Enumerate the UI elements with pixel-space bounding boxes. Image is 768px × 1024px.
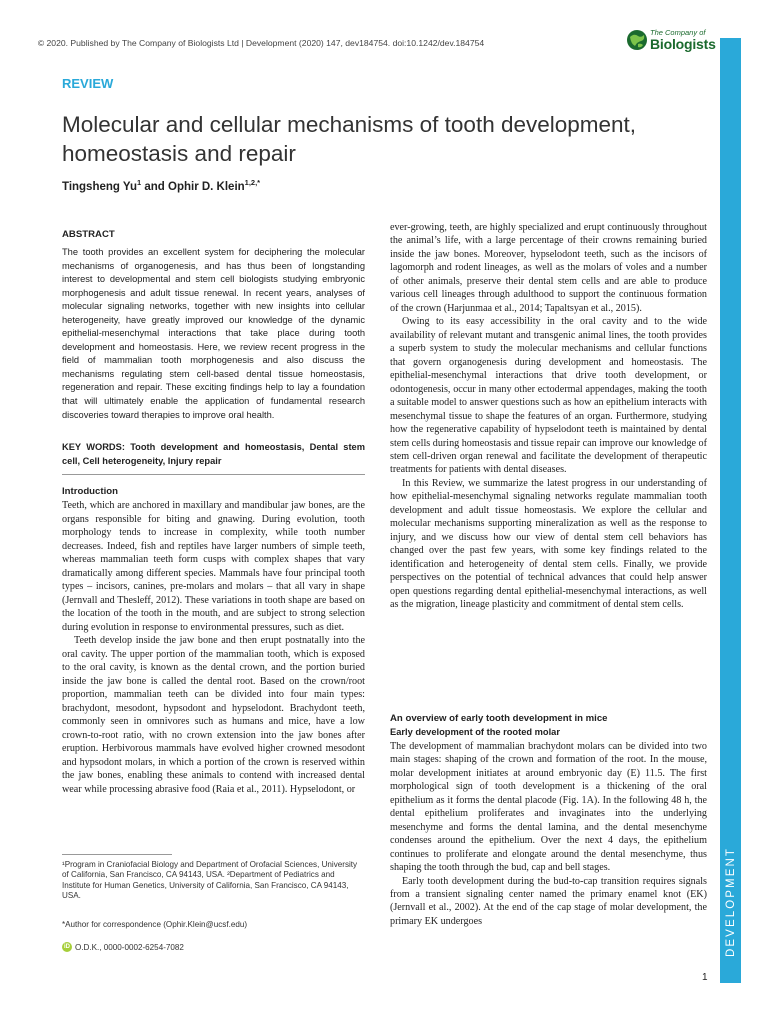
author-separator: and bbox=[141, 180, 168, 193]
logo-line-2: Biologists bbox=[650, 36, 716, 52]
section-heading: Introduction bbox=[62, 486, 118, 497]
page-number: 1 bbox=[702, 972, 708, 983]
overview-body bbox=[390, 740, 707, 928]
side-label-text: DEVELOPMENT bbox=[724, 846, 737, 957]
keywords: KEY WORDS: Tooth development and homeostasis, Dental stem cell, Cell heterogeneity, Injury repair bbox=[62, 442, 365, 466]
paragraph: Teeth, which are anchored in maxillary and mandibular jaw bones, are the organs responsible for biting and gnawing. During evolution, tooth morphology tends to increase in complexity, while tooth number decreases. Indeed, fish and reptiles have larger numbers of simple teeth, whereas mammalian teeth form cusps with complex shapes that vary dramatically among different species. Mammals have four principal tooth types – incisors, canines, pre-molars and molars – that all vary in shape (Jernvall and Thesleff, 2012). These variations in tooth shape are based on the location of the tooth in the mouth, and are subject to strong selection during evolution in response to environmental pressures, such as diet. bbox=[62, 500, 365, 633]
paragraph: Owing to its easy accessibility in the oral cavity and to the wide availability of relevant mutant and transgenic animal lines, the tooth provides a superb system to study the molecular mechanisms and cellular functions that govern organogenesis during development and homeostasis. The epithelial-mesenchymal interactions that drive tooth development, or odontogenesis, occur in many other ectodermal appendages, making the tooth a suitable model to answer questions such as how an epithelium interacts with mesenchymal tissue to shape the features of an organ. Furthermore, studying how the regenerative capability of hypselodont teeth is maintained by dental stem cells during homeostasis and tissue repair can improve our knowledge of stem cell-driven organ renewal and facilitate the development of therapeutic treatments for patients with dental diseases. bbox=[390, 316, 707, 476]
author-affiliation-marker: 1 bbox=[136, 178, 142, 187]
orcid-text[interactable]: O.D.K., 0000-0002-6254-7082 bbox=[75, 942, 184, 952]
abstract-heading: ABSTRACT bbox=[62, 229, 115, 240]
company-of-biologists-logo[interactable] bbox=[626, 26, 716, 56]
footnote-divider bbox=[62, 854, 172, 855]
author-name[interactable]: Tingsheng Yu bbox=[62, 180, 137, 193]
side-label bbox=[720, 820, 741, 983]
paragraph: Early tooth development during the bud-to-cap transition requires signals from a transient signaling center named the primary enamel knot (EK) (Jernvall et al., 2002). At the end of the cap stage of molar development, the primary EK undergoes bbox=[390, 875, 707, 927]
abstract-text: The tooth provides an excellent system for deciphering the molecular mechanisms of organogenesis, and has thus been of longstanding interest to developmental and stem cell biologists studying embryonic morphogenesis and adult tissue renewal. In recent years, analyses of molecular signaling networks, together with new insights into cellular heterogeneity, have greatly improved our knowledge of the dynamic epithelial-mesenchymal interactions that take place during tooth development and homeostasis. Here, we review recent progress in the field of mammalian tooth morphogenesis and also discuss the mechanisms regulating stem cell-based dental tissue homeostasis, regeneration and repair. These exciting findings help to lay a foundation that will ultimately enable the application of fundamental research discoveries toward therapies to improve oral health. bbox=[62, 247, 365, 420]
article-type-label: REVIEW bbox=[62, 76, 114, 91]
author-affiliation-marker: 1,2,* bbox=[244, 178, 261, 187]
paragraph: The development of mammalian brachydont molars can be divided into two main stages: shaping of the crown and formation of the root. In the mouse, molar development initiates at around embryonic day (E) 11.5. The first morphological sign of tooth development is a thickening of the oral epithelium as it forms the dental placode (Fig. 1A). In the following 48 h, the dental epithelium proliferates and invaginates into the underlying mesenchyme and forms the dental lamina, and the dental mesenchyme condenses around the epithelium. Over the next 4 days, the epithelium continues to proliferate and elongate around the dental mesenchyme, thus shaping the tooth through the bud, cap and bell stages. bbox=[390, 741, 707, 874]
globe-icon bbox=[626, 29, 648, 51]
orcid-line[interactable] bbox=[62, 942, 184, 952]
orcid-icon: iD bbox=[64, 944, 70, 950]
correspondence-footnote: *Author for correspondence (Ophir.Klein@ucsf.edu) bbox=[62, 920, 248, 929]
author-name[interactable]: Ophir D. Klein bbox=[168, 180, 245, 193]
paragraph: ever-growing, teeth, are highly specialized and erupt continuously throughout the animal’s life, with a large percentage of their crowns remaining buried inside the jaw bones. Moreover, hypselodont teeth, such as the incisors of lagomorph and rodent lineages, as well as the molars of voles and a number of other animals, preserve their dental stem cells and are able to produce various cell lineages through adulthood to support the continuous formation of the crown (Harjunmaa et al., 2014; Tapaltsyan et al., 2015). bbox=[390, 222, 707, 314]
author-list bbox=[62, 178, 260, 193]
logo-line-1: The Company of bbox=[650, 28, 706, 37]
subsection-heading: Early development of the rooted molar bbox=[390, 727, 560, 737]
paragraph: In this Review, we summarize the latest progress in our understanding of how epithelial-mesenchymal signaling networks regulate mammalian tooth development and adult tissue homeostasis. We explore the cellular and molecular mechanisms supporting mineralization as well as the response to injury, and we discuss how our view of dental stem cell behaviors has changed over the past few years, with some key findings related to the identification and heterogeneity of dental stem cells. Finally, we provide perspectives on the potential of technical advances that could help answer open questions regarding dental epithelial-mesenchymal interactions, as well as the migration, lineage plasticity and commitment of dental stem cells. bbox=[390, 477, 707, 611]
article-title: Molecular and cellular mechanisms of tooth development, homeostasis and repair bbox=[62, 112, 637, 166]
affiliation-footnote: ¹Program in Craniofacial Biology and Department of Orofacial Sciences, University of California, San Francisco, CA 94143, USA. ²Department of Pediatrics and Institute for Human Genetics, University of California, San Francisco, CA 94143, USA. bbox=[62, 860, 358, 900]
introduction-body bbox=[62, 499, 365, 796]
paragraph: Teeth develop inside the jaw bone and then erupt postnatally into the oral cavity. The upper portion of the mammalian tooth, which is exposed to the oral cavity, is known as the dental crown, and the portion buried inside the jaw bone is called the dental root. Based on the crown/root proportion, mammalian teeth can be divided into four main types: brachydont, mesodont, hypsodont and hypselodont. Brachydont teeth, commonly seen in omnivores such as humans and mice, have a low crown-to-root ratio, with no crown extension into the jaw bones after eruption. Herbivorous mammals have evolved higher crowned mesodont and hypsodont molars, in which a portion of the crown is reserved within the jaw bones, enabling these animals to contend with increased dental wear while processing abrasive food (Raia et al., 2011). Hypselodont, or bbox=[62, 635, 365, 795]
section-divider bbox=[62, 474, 365, 475]
section-heading: An overview of early tooth development in mice bbox=[390, 713, 608, 724]
journal-citation-header: © 2020. Published by The Company of Biologists Ltd | Development (2020) 147, dev184754. doi:10.1242/dev.184754 bbox=[37, 38, 485, 48]
right-column-body bbox=[390, 221, 707, 612]
